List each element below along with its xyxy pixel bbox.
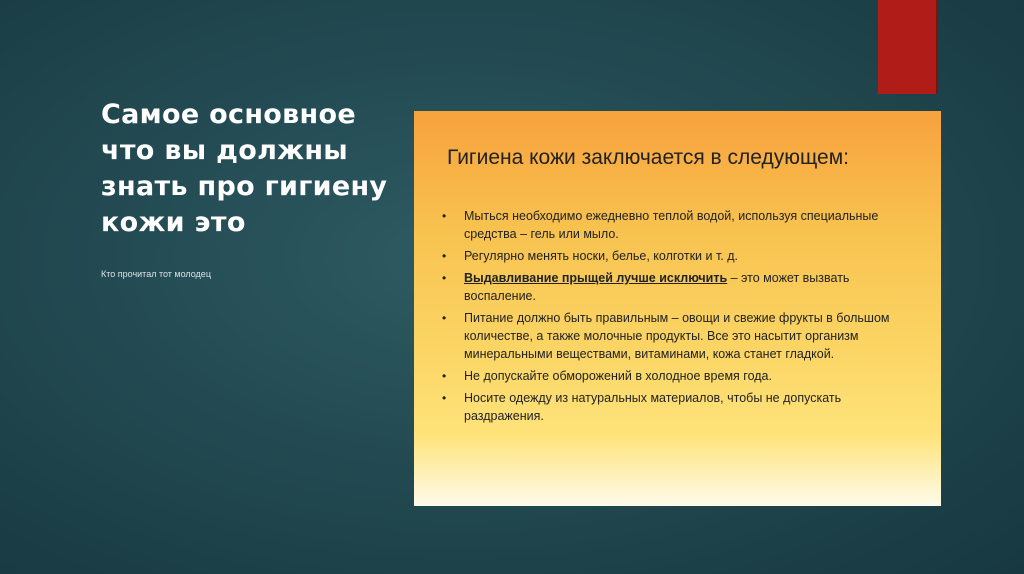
list-item (442, 247, 892, 265)
decorative-red-tab (878, 0, 936, 94)
list-item (442, 367, 892, 385)
slide-title (101, 97, 391, 241)
content-card (414, 111, 941, 506)
bullet-icon: • (442, 311, 447, 325)
bullet-icon: • (442, 271, 447, 285)
slide-title-line: что вы должны (101, 135, 349, 166)
list-item-text: Регулярно менять носки, белье, колготки и т. д. (464, 249, 739, 263)
slide-title-line: знать про гигиену (101, 171, 388, 202)
list-item-text: Носите одежду из натуральных материалов, чтобы не допускать раздражения. (464, 391, 842, 423)
slide-title-line: Самое основное (101, 99, 356, 130)
bullet-icon: • (442, 391, 447, 405)
bullet-icon: • (442, 249, 447, 263)
slide-title-line: кожи это (101, 207, 246, 238)
list-item-text: Не допускайте обморожений в холодное время года. (464, 369, 772, 383)
list-item (442, 309, 892, 363)
list-item-emphasis: Выдавливание прыщей лучше исключить (464, 271, 728, 285)
list-item (442, 207, 892, 243)
list-item (442, 389, 892, 425)
list-item-text: Питание должно быть правильным – овощи и свежие фрукты в большом количестве, а также молочные продукты. Все это насытит организм минеральными веществами, витаминами, кожа станет гладкой. (464, 311, 890, 361)
slide-subtitle: Кто прочитал тот молодец (101, 269, 211, 279)
list-item-text: – это может вызвать воспаление. (464, 271, 850, 303)
bullet-icon: • (442, 369, 447, 383)
hygiene-list (442, 207, 892, 429)
list-item-text: Мыться необходимо ежедневно теплой водой, используя специальные средства – гель или мыло. (464, 209, 879, 241)
card-heading: Гигиена кожи заключается в следующем: (447, 146, 850, 169)
bullet-icon: • (442, 209, 447, 223)
list-item (442, 269, 892, 305)
